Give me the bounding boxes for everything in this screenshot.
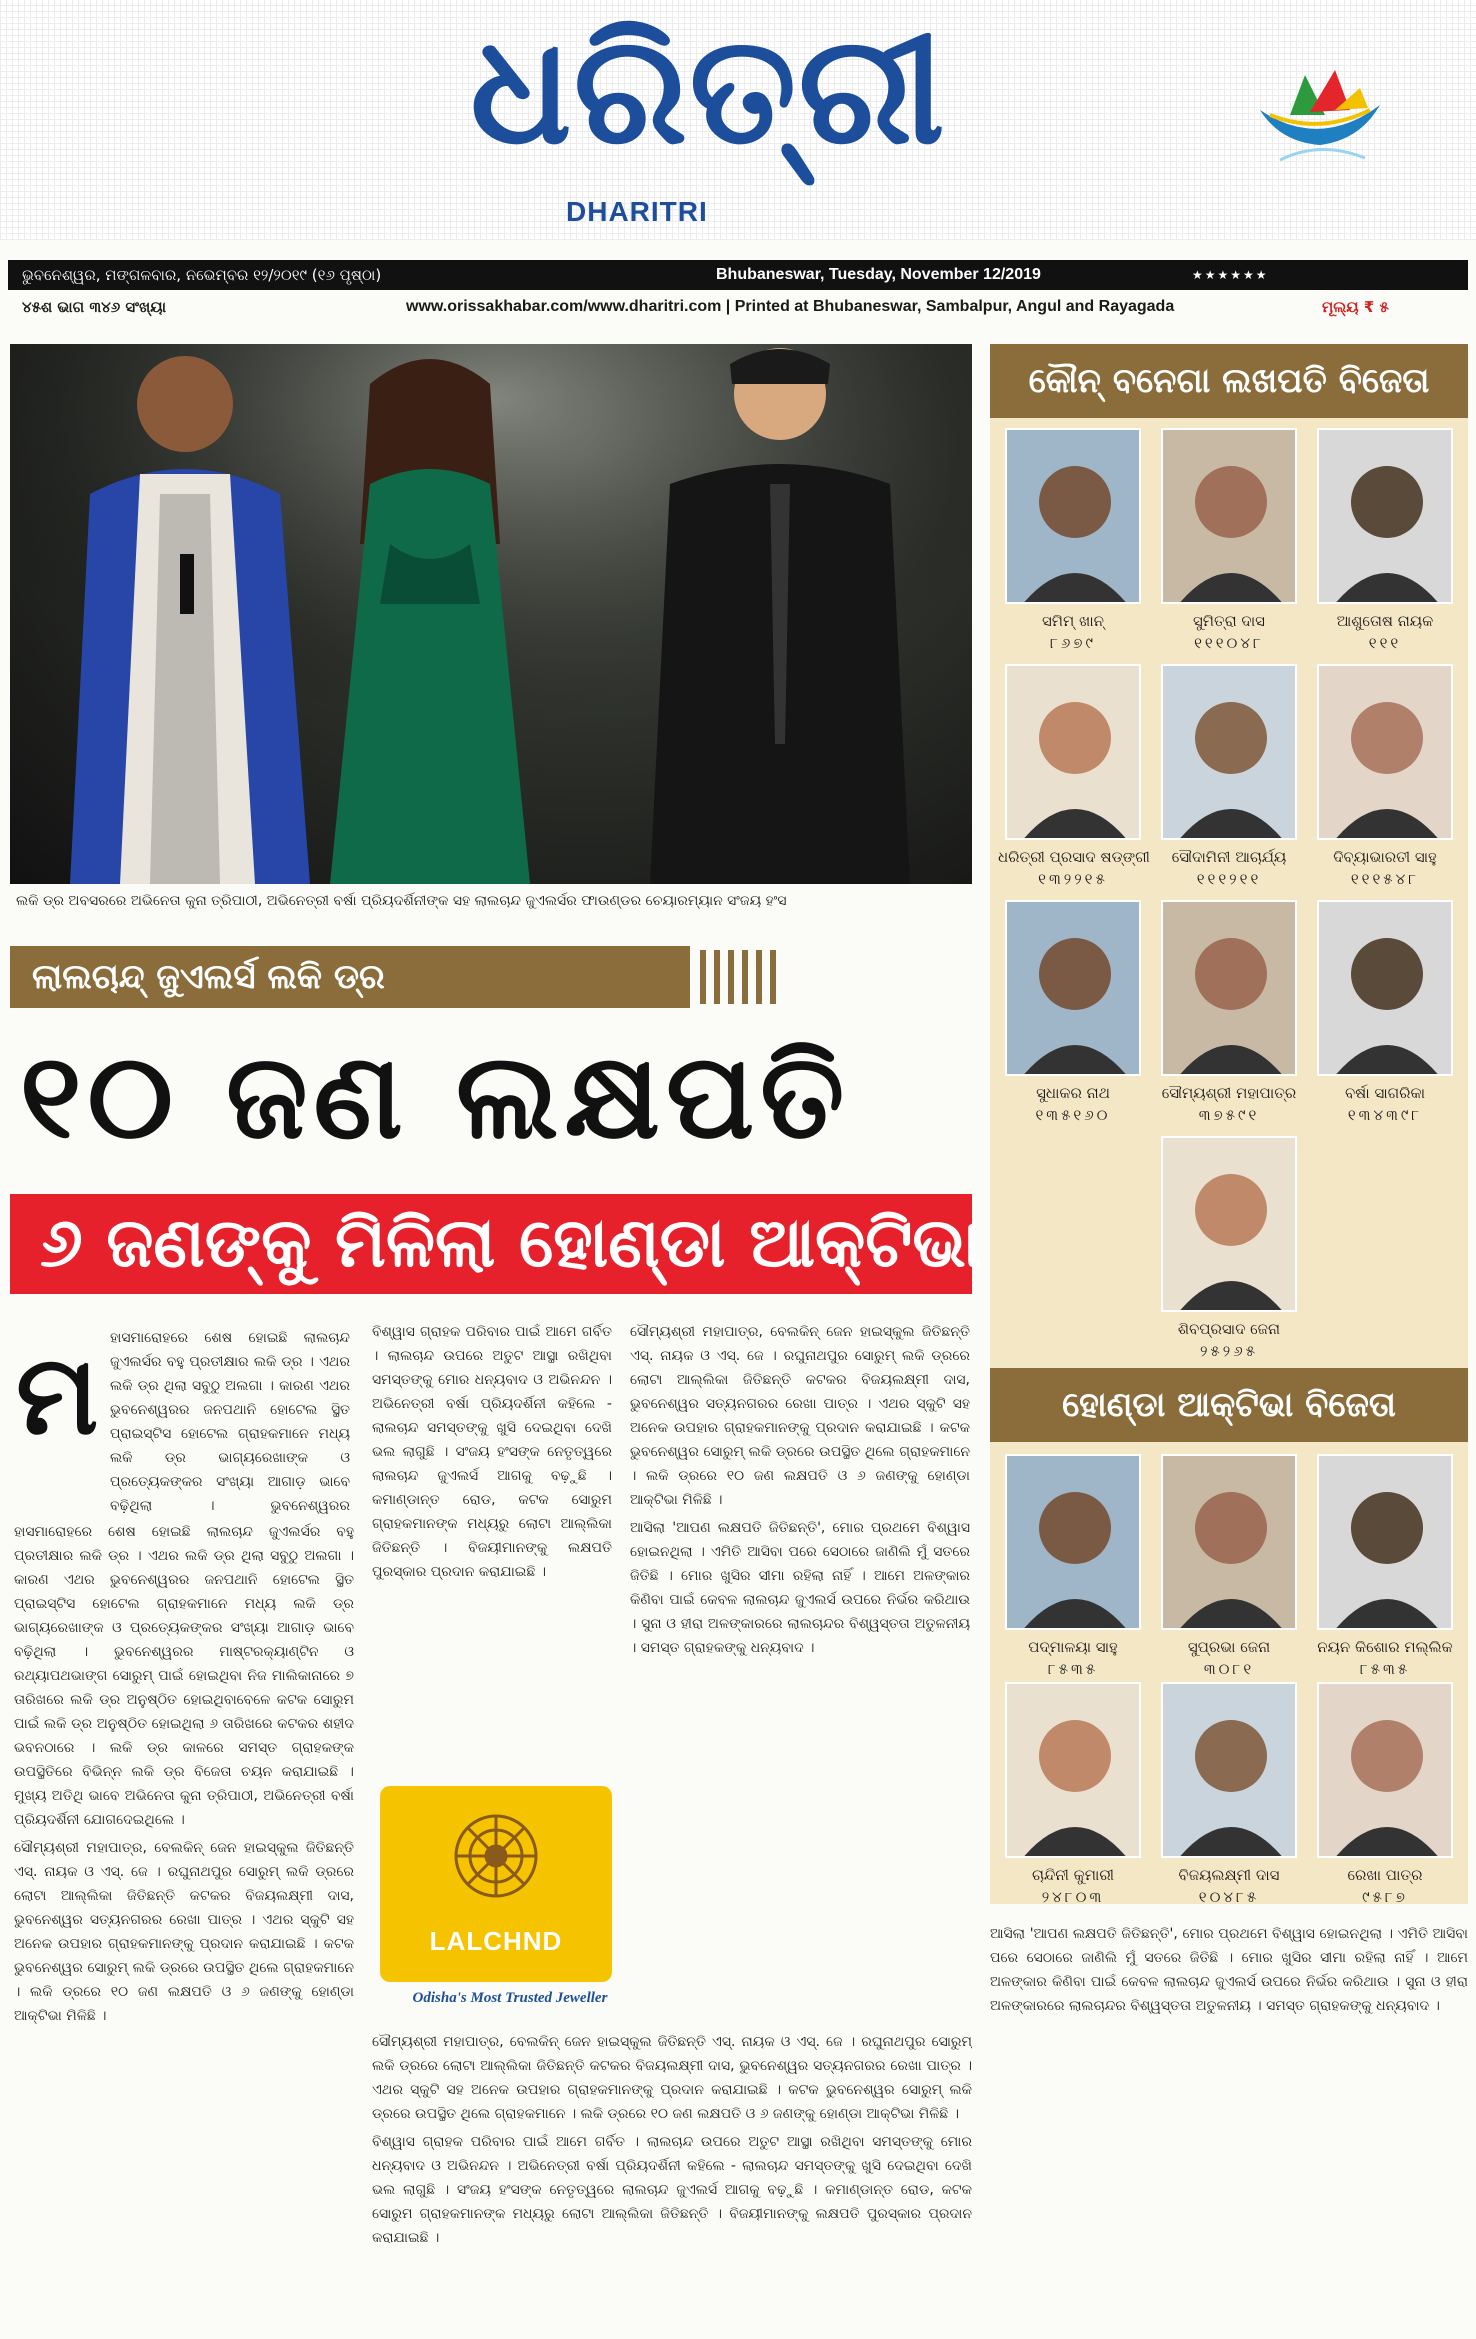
- winner-number: ୧୧୧୫୪୮: [1350, 870, 1420, 888]
- website-line: www.orissakhabar.com/www.dharitri.com | Printed at Bhubaneswar, Sambalpur, Angul and Rayagada: [406, 298, 1175, 315]
- winner-photo: [1161, 900, 1297, 1076]
- winner-photo: [1161, 1682, 1297, 1858]
- winner-card: [1154, 900, 1304, 1126]
- winner-name: ସୁପ୍ରଭା ଜେନା: [1187, 1638, 1271, 1656]
- winner-number: ୮୫୩୫: [1359, 1660, 1411, 1678]
- article-dropcap: ମ: [16, 1331, 99, 1459]
- winner-number: ୧୩୪୩୯୮: [1347, 1106, 1423, 1124]
- lead-photo-caption: ଲକି ଡ୍ର ଅବସରରେ ଅଭିନେତା କୁନା ତ୍ରିପାଠୀ, ଅଭିନେତ୍ରୀ ବର୍ଷା ପ୍ରିୟଦର୍ଶିନୀଙ୍କ ସହ ଲାଲଚାନ୍ଦ ଜୁଏଲର୍ସର ଫାଉଣ୍ଡର ଚେୟାରମ୍ୟାନ ସଂଜୟ ହଂସ: [16, 893, 787, 909]
- winner-photo: [1317, 1682, 1453, 1858]
- honda-winners-header: ହୋଣ୍ଡା ଆକ୍ଟିଭା ବିଜେତା: [990, 1368, 1468, 1442]
- lalchand-emblem-icon: [380, 1786, 612, 1926]
- masthead-logo-english: DHARITRI: [566, 196, 708, 227]
- article-paragraph: ସୌମ୍ୟଶ୍ରୀ ମହାପାତ୍ର, ବେଲକିନ୍ ଜେନ ହାଇସ୍କୁଲ ଜିତିଛନ୍ତି ଏସ୍. ନାୟକ ଓ ଏସ୍. ଜେ । ରଘୁନାଥପୁର ସୋରୁମ୍ ଲକି ଡ୍ରରେ ଲୋଟା ଆଲ୍ଲିକା ଜିତିଛନ୍ତି କଟକର ବିଜୟଲକ୍ଷ୍ମୀ ଦାସ, ଭୁବନେଶ୍ୱର ସତ୍ୟନଗରର ରେଖା ପାତ୍ର । ଏଥର ସ୍କୁଟି ସହ ଅନେକ ଉପହାର ଗ୍ରାହକମାନଙ୍କୁ ପ୍ରଦାନ କରାଯାଇଛି । କଟକ ଭୁବନେଶ୍ୱର ସୋରୁମ୍ ଲକି ଡ୍ରରେ ଉପସ୍ଥିତ ଥିଲେ ଗ୍ରାହକମାନେ । ଲକି ଡ୍ରରେ ୧୦ ଜଣ ଲକ୍ଷପତି ଓ ୬ ଜଣଙ୍କୁ ହୋଣ୍ଡା ଆକ୍ଟିଭା ମିଳିଛି ।: [14, 1840, 354, 2024]
- article-column-2-bottom: [372, 2030, 972, 2300]
- article-paragraph: ବିଶ୍ୱାସ ଗ୍ରାହକ ପରିବାର ପାଇଁ ଆମେ ଗର୍ବିତ । ଲାଲଚାନ୍ଦ ଉପରେ ଅତୁଟ ଆସ୍ଥା ରଖିଥିବା ସମସ୍ତଙ୍କୁ ମୋର ଧନ୍ୟବାଦ ଓ ଅଭିନନ୍ଦନ । ଅଭିନେତ୍ରୀ ବର୍ଷା ପ୍ରିୟଦର୍ଶିନୀ କହିଲେ - ଲାଲଚାନ୍ଦ ସମସ୍ତଙ୍କୁ ଖୁସି ଦେଇଥିବା ଦେଖି ଭଲ ଲାଗୁଛି । ସଂଜୟ ହଂସଙ୍କ ନେତୃତ୍ୱରେ ଲାଲଚାନ୍ଦ ଜୁଏଲର୍ସ ଆଗକୁ ବଢ଼ୁଛି । କମାଣ୍ଡାନ୍ତ ରୋଡ, କଟକ ସୋରୁମ ଗ୍ରାହକମାନଙ୍କ ମଧ୍ୟରୁ ଲୋଟା ଆଲ୍ଲିକା ଜିତିଛନ୍ତି । ବିଜୟୀମାନଙ୍କୁ ଲକ୍ଷପତି ପୁରସ୍କାର ପ୍ରଦାନ କରାଯାଇଛି ।: [372, 1324, 612, 1580]
- winner-number: ୧୦୪୮୫: [1198, 1888, 1260, 1906]
- winner-name: ପଦ୍ମାଳୟା ସାହୁ: [1028, 1638, 1118, 1656]
- winner-card: [998, 1682, 1148, 1908]
- winner-number: ୨୫୨୬୫: [1199, 1342, 1259, 1360]
- winner-photo: [1317, 428, 1453, 604]
- winner-number: ୩୦୮୧: [1203, 1660, 1255, 1678]
- article-paragraph: ହାସମାରୋହରେ ଶେଷ ହୋଇଛି ଲାଲଚାନ୍ଦ ଜୁଏଲର୍ସର ବହୁ ପ୍ରତୀକ୍ଷାର ଲକି ଡ୍ର । ଏଥର ଲକି ଡ୍ର ଥିଲା ସବୁଠୁ ଅଲଗା । କାରଣ ଏଥର ଭୁବନେଶ୍ୱରର ଜନପଥାନି ହୋଟେଲ ସ୍ଥିତ ପ୍ରାଇସ୍ଟିସ ହୋଟେଲ ଗ୍ରାହକମାନେ ମଧ୍ୟ ଲକି ଡ୍ର ଭାଗ୍ୟରେଖାଙ୍କ ଓ ପ୍ରତ୍ୟେକଙ୍କର ସଂଖ୍ୟା ଆଗାଡ଼ ଭାବେ ବଢ଼ିଥିଲା । ଭୁବନେଶ୍ୱରର ମାଷ୍ଟରକ୍ୟାଣ୍ଟିନ ଓ ରଥ୍ୟାପଥଭାଙ୍ଗ ସୋରୁମ୍ ପାଇଁ ହୋଇଥିବା ନିଜ ମାଲିକାନାରେ ୭ ତାରିଖରେ ଲକି ଡ୍ର ଅନୁଷ୍ଠିତ ହୋଇଥିବାବେଳେ କଟକ ସୋରୁମ ପାଇଁ ଲକି ଡ୍ର ଅନୁଷ୍ଠିତ ହୋଇଥିଲା ୬ ତାରିଖରେ କଟକର ଶହୀଦ ଭବନଠାରେ । ଲକି ଡ୍ର କାଳରେ ସମସ୍ତ ଗ୍ରାହକଙ୍କ ଉପସ୍ଥିତିରେ ବିଭିନ୍ନ ଲକି ଡ୍ର ବିଜେତା ଚୟନ କରାଯାଇଛି । ମୁଖ୍ୟ ଅତିଥି ଭାବେ ଅଭିନେତା କୁନା ତ୍ରିପାଠୀ, ଅଭିନେତ୍ରୀ ବର୍ଷା ପ୍ରିୟଦର୍ଶିନୀ ଯୋଗଦେଇଥିଲେ ।: [14, 1524, 354, 1828]
- winner-name: ସୁଧାକର ନାଥ: [1036, 1084, 1110, 1102]
- winner-number: ୧୧୧୦୪୮: [1194, 634, 1264, 652]
- edition-stars: ★★★★★★: [1192, 268, 1269, 282]
- winner-card: [1310, 428, 1460, 654]
- winner-name: ଆଶୁତୋଷ ନାୟକ: [1336, 612, 1434, 630]
- winner-name: ସୁମିତ୍ରା ଦାସ: [1193, 612, 1265, 630]
- winner-card: [1154, 1682, 1304, 1908]
- winner-number: ୮୬୭୯: [1050, 634, 1096, 652]
- winner-card: [1310, 664, 1460, 890]
- winner-photo: [1005, 428, 1141, 604]
- boat-logo-icon: [1250, 70, 1390, 170]
- winner-name: ବର୍ଷା ସାଗରିକା: [1344, 1084, 1426, 1102]
- masthead: [0, 0, 1476, 240]
- article-column-3: [630, 1320, 970, 2010]
- dateline-english: Bhubaneswar, Tuesday, November 12/2019: [716, 266, 1041, 283]
- masthead-logo: ଧରିତ୍ରୀ: [470, 4, 947, 178]
- winner-card: [1310, 1682, 1460, 1908]
- winner-photo: [1161, 1136, 1297, 1312]
- winner-photo: [1005, 1682, 1141, 1858]
- article-paragraph: ହାସମାରୋହରେ ଶେଷ ହୋଇଛି ଲାଲଚାନ୍ଦ ଜୁଏଲର୍ସର ବହୁ ପ୍ରତୀକ୍ଷାର ଲକି ଡ୍ର । ଏଥର ଲକି ଡ୍ର ଥିଲା ସବୁଠୁ ଅଲଗା । କାରଣ ଏଥର ଭୁବନେଶ୍ୱରର ଜନପଥାନି ହୋଟେଲ ସ୍ଥିତ ପ୍ରାଇସ୍ଟିସ ହୋଟେଲ ଗ୍ରାହକମାନେ ମଧ୍ୟ ଲକି ଡ୍ର ଭାଗ୍ୟରେଖାଙ୍କ ଓ ପ୍ରତ୍ୟେକଙ୍କର ସଂଖ୍ୟା ଆଗାଡ଼ ଭାବେ ବଢ଼ିଥିଲା । ଭୁବନେଶ୍ୱରର: [110, 1330, 350, 1514]
- winner-number: ୯୫୮୭: [1362, 1888, 1408, 1906]
- info-bar: [8, 292, 1468, 322]
- kicker-decoration: [700, 950, 780, 1004]
- winner-photo: [1005, 664, 1141, 840]
- article-paragraph: ବିଶ୍ୱାସ ଗ୍ରାହକ ପରିବାର ପାଇଁ ଆମେ ଗର୍ବିତ । ଲାଲଚାନ୍ଦ ଉପରେ ଅତୁଟ ଆସ୍ଥା ରଖିଥିବା ସମସ୍ତଙ୍କୁ ମୋର ଧନ୍ୟବାଦ ଓ ଅଭିନନ୍ଦନ । ଅଭିନେତ୍ରୀ ବର୍ଷା ପ୍ରିୟଦର୍ଶିନୀ କହିଲେ - ଲାଲଚାନ୍ଦ ସମସ୍ତଙ୍କୁ ଖୁସି ଦେଇଥିବା ଦେଖି ଭଲ ଲାଗୁଛି । ସଂଜୟ ହଂସଙ୍କ ନେତୃତ୍ୱରେ ଲାଲଚାନ୍ଦ ଜୁଏଲର୍ସ ଆଗକୁ ବଢ଼ୁଛି । କମାଣ୍ଡାନ୍ତ ରୋଡ, କଟକ ସୋରୁମ ଗ୍ରାହକମାନଙ୍କ ମଧ୍ୟରୁ ଲୋଟା ଆଲ୍ଲିକା ଜିତିଛନ୍ତି । ବିଜୟୀମାନଙ୍କୁ ଲକ୍ଷପତି ପୁରସ୍କାର ପ୍ରଦାନ କରାଯାଇଛି ।: [372, 2134, 972, 2246]
- winner-name: ବିଜୟଲକ୍ଷ୍ମୀ ଦାସ: [1178, 1866, 1280, 1884]
- dateline-odia: ଭୁବନେଶ୍ୱର, ମଙ୍ଗଳବାର, ନଭେମ୍ବର ୧୨/୨୦୧୯ (୧୬ ପୃଷ୍ଠା): [22, 266, 382, 284]
- winner-card: [998, 900, 1148, 1126]
- winner-name: ସୌଦାମିନୀ ଆଚାର୍ଯ୍ୟ: [1171, 848, 1287, 866]
- winner-number: ୩୭୫୯୧: [1198, 1106, 1260, 1124]
- dateline-bar: [8, 260, 1468, 290]
- winner-card: [998, 664, 1148, 890]
- winner-card: [1154, 664, 1304, 890]
- winner-photo: [1161, 664, 1297, 840]
- winners-sidebar: [990, 344, 1468, 1904]
- winner-number: ୧୧୧: [1368, 634, 1402, 652]
- ad-tagline: Odisha's Most Trusted Jeweller: [412, 1990, 608, 2006]
- edition-number: ୪୫ଶ ଭାଗ ୩୪୬ ସଂଖ୍ୟା: [22, 298, 167, 316]
- winner-photo: [1317, 664, 1453, 840]
- winner-number: ୧୧୧୨୧୧: [1196, 870, 1262, 888]
- lalchand-ad[interactable]: [380, 1786, 612, 1982]
- winner-card: [1154, 1454, 1304, 1680]
- winner-card: [1310, 1454, 1460, 1680]
- winner-name: ଧରିତ୍ରୀ ପ୍ରସାଦ ଷଡ୍ଙ୍ଗୀ: [998, 848, 1150, 866]
- winner-photo: [1317, 900, 1453, 1076]
- article-paragraph: ଆସିଲା 'ଆପଣ ଲକ୍ଷପତି ଜିତିଛନ୍ତି', ମୋର ପ୍ରଥମେ ବିଶ୍ୱାସ ହୋଇନଥିଲା । ଏମିତି ଆସିବା ପରେ ସେଠାରେ ଜାଣିଲି ମୁଁ ସତରେ ଜିତିଛି । ମୋର ଖୁସିର ସୀମା ରହିଲା ନାହିଁ । ଆମେ ଅଳଙ୍କାର କିଣିବା ପାଇଁ କେବଳ ଲାଲଚାନ୍ଦ ଜୁଏଲର୍ସ ଉପରେ ନିର୍ଭର କରିଥାଉ । ସୁନା ଓ ହୀରା ଅଳଙ୍କାରରେ ଲାଲଚାନ୍ଦର ବିଶ୍ୱସ୍ତତା ଅତୁଳନୀୟ । ସମସ୍ତ ଗ୍ରାହକଙ୍କୁ ଧନ୍ୟବାଦ ।: [990, 1926, 1468, 2014]
- article-column-2: [372, 1320, 612, 1760]
- winner-card: [1310, 900, 1460, 1126]
- winner-card: [1154, 1136, 1304, 1362]
- winner-number: ୧୩୨୨୧୫: [1038, 870, 1108, 888]
- sub-headline: ୬ ଜଣଙ୍କୁ ମିଳିଲା ହୋଣ୍ଡା ଆକ୍ଟିଭା: [10, 1194, 972, 1294]
- lead-photo-illustration: [10, 344, 972, 884]
- winner-number: ୮୫୩୫: [1047, 1660, 1099, 1678]
- article-paragraph: ଆସିଲା 'ଆପଣ ଲକ୍ଷପତି ଜିତିଛନ୍ତି', ମୋର ପ୍ରଥମେ ବିଶ୍ୱାସ ହୋଇନଥିଲା । ଏମିତି ଆସିବା ପରେ ସେଠାରେ ଜାଣିଲି ମୁଁ ସତରେ ଜିତିଛି । ମୋର ଖୁସିର ସୀମା ରହିଲା ନାହିଁ । ଆମେ ଅଳଙ୍କାର କିଣିବା ପାଇଁ କେବଳ ଲାଲଚାନ୍ଦ ଜୁଏଲର୍ସ ଉପରେ ନିର୍ଭର କରିଥାଉ । ସୁନା ଓ ହୀରା ଅଳଙ୍କାରରେ ଲାଲଚାନ୍ଦର ବିଶ୍ୱସ୍ତତା ଅତୁଳନୀୟ । ସମସ୍ତ ଗ୍ରାହକଙ୍କୁ ଧନ୍ୟବାଦ ।: [630, 1520, 970, 1656]
- winner-name: ସମିମ୍ ଖାନ୍: [1042, 612, 1104, 630]
- winner-photo: [1005, 1454, 1141, 1630]
- winner-number: ୨୪୮୦୩: [1041, 1888, 1105, 1906]
- winner-name: ଚାନ୍ଦିନୀ କୁମାରୀ: [1031, 1866, 1114, 1884]
- kbc-winners-header: କୌନ୍ ବନେଗା ଲଖପତି ବିଜେତା: [990, 344, 1468, 418]
- article-paragraph: ସୌମ୍ୟଶ୍ରୀ ମହାପାତ୍ର, ବେଲକିନ୍ ଜେନ ହାଇସ୍କୁଲ ଜିତିଛନ୍ତି ଏସ୍. ନାୟକ ଓ ଏସ୍. ଜେ । ରଘୁନାଥପୁର ସୋରୁମ୍ ଲକି ଡ୍ରରେ ଲୋଟା ଆଲ୍ଲିକା ଜିତିଛନ୍ତି କଟକର ବିଜୟଲକ୍ଷ୍ମୀ ଦାସ, ଭୁବନେଶ୍ୱର ସତ୍ୟନଗରର ରେଖା ପାତ୍ର । ଏଥର ସ୍କୁଟି ସହ ଅନେକ ଉପହାର ଗ୍ରାହକମାନଙ୍କୁ ପ୍ରଦାନ କରାଯାଇଛି । କଟକ ଭୁବନେଶ୍ୱର ସୋରୁମ୍ ଲକି ଡ୍ରରେ ଉପସ୍ଥିତ ଥିଲେ ଗ୍ରାହକମାନେ । ଲକି ଡ୍ରରେ ୧୦ ଜଣ ଲକ୍ଷପତି ଓ ୬ ଜଣଙ୍କୁ ହୋଣ୍ଡା ଆକ୍ଟିଭା ମିଳିଛି ।: [372, 2034, 972, 2122]
- article-column-1a: [110, 1326, 350, 1516]
- winner-card: [998, 1454, 1148, 1680]
- kicker-label: ଲାଲଚାନ୍ଦ୍ ଜୁଏଲର୍ସ ଲକି ଡ୍ର: [10, 946, 690, 1008]
- winner-card: [998, 428, 1148, 654]
- price-label: ମୂଲ୍ୟ ₹ ୫: [1322, 298, 1389, 316]
- winner-photo: [1161, 1454, 1297, 1630]
- winner-name: ଶିବପ୍ରସାଦ ଜେନା: [1177, 1320, 1281, 1338]
- winner-name: ସୌମ୍ୟଶ୍ରୀ ମହାପାତ୍ର: [1161, 1084, 1297, 1102]
- winner-name: ଦିବ୍ୟାଭାରତୀ ସାହୁ: [1333, 848, 1437, 866]
- article-paragraph: ସୌମ୍ୟଶ୍ରୀ ମହାପାତ୍ର, ବେଲକିନ୍ ଜେନ ହାଇସ୍କୁଲ ଜିତିଛନ୍ତି ଏସ୍. ନାୟକ ଓ ଏସ୍. ଜେ । ରଘୁନାଥପୁର ସୋରୁମ୍ ଲକି ଡ୍ରରେ ଲୋଟା ଆଲ୍ଲିକା ଜିତିଛନ୍ତି କଟକର ବିଜୟଲକ୍ଷ୍ମୀ ଦାସ, ଭୁବନେଶ୍ୱର ସତ୍ୟନଗରର ରେଖା ପାତ୍ର । ଏଥର ସ୍କୁଟି ସହ ଅନେକ ଉପହାର ଗ୍ରାହକମାନଙ୍କୁ ପ୍ରଦାନ କରାଯାଇଛି । କଟକ ଭୁବନେଶ୍ୱର ସୋରୁମ୍ ଲକି ଡ୍ରରେ ଉପସ୍ଥିତ ଥିଲେ ଗ୍ରାହକମାନେ । ଲକି ଡ୍ରରେ ୧୦ ଜଣ ଲକ୍ଷପତି ଓ ୬ ଜଣଙ୍କୁ ହୋଣ୍ଡା ଆକ୍ଟିଭା ମିଳିଛି ।: [630, 1324, 970, 1508]
- winner-photo: [1161, 428, 1297, 604]
- ad-brand: LALCHND: [429, 1926, 563, 1956]
- lead-photo: [10, 344, 972, 884]
- winner-name: ନୟନ କିଶୋର ମଲ୍ଲିକ: [1317, 1638, 1453, 1656]
- winner-photo: [1005, 900, 1141, 1076]
- winner-number: ୧୩୫୧୬୦: [1035, 1106, 1111, 1124]
- article-column-1b: [14, 1520, 354, 2339]
- winner-name: ରେଖା ପାତ୍ର: [1347, 1866, 1423, 1884]
- main-headline: ୧୦ ଜଣ ଲକ୍ଷପତି: [20, 1027, 851, 1165]
- winner-card: [1154, 428, 1304, 654]
- article-column-4: [990, 1922, 1468, 2292]
- winner-photo: [1317, 1454, 1453, 1630]
